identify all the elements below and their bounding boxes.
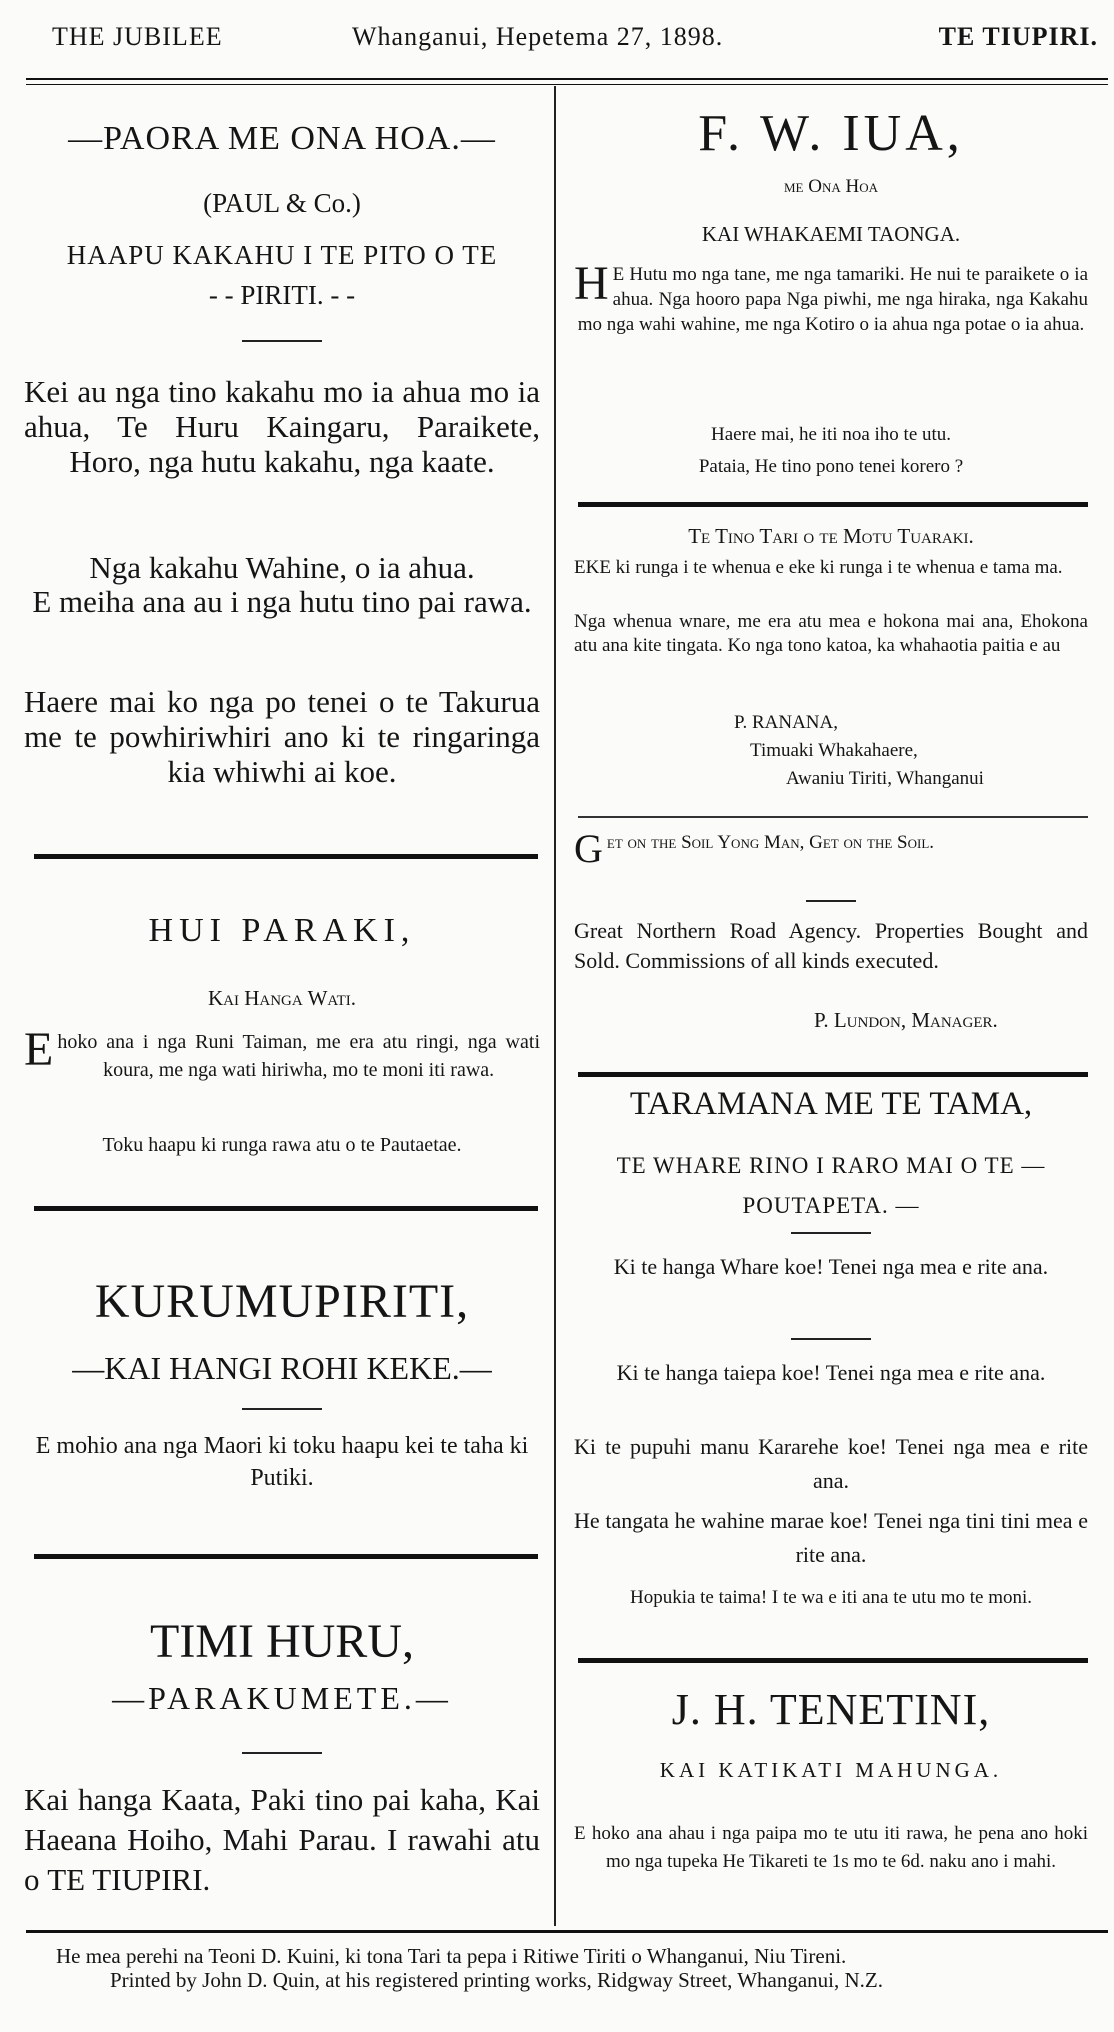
kuru-subtitle: —KAI HANGI ROHI KEKE.— bbox=[72, 1350, 492, 1386]
iua-line1: Haere mai, he iti noa iho te utu. bbox=[710, 424, 952, 445]
hui-dropcap: E bbox=[24, 1023, 54, 1076]
lundon-dropcap: G bbox=[574, 826, 603, 871]
paora-subtitle: (PAUL & Co.) bbox=[203, 188, 361, 218]
lundon-title-text: et on the Soil Yong Man, Get on the Soil. bbox=[606, 832, 935, 853]
lundon-title bbox=[574, 826, 1088, 871]
kuru-body: E mohio ana nga Maori ki toku haapu kei te taha ki Putiki. bbox=[35, 1433, 529, 1491]
timi-subtitle: —PARAKUMETE.— bbox=[112, 1680, 452, 1716]
tara-line5: Hopukia te taima! I te wa e iti ana te utu mo te moni. bbox=[629, 1587, 1033, 1608]
section-rule bbox=[34, 854, 538, 859]
paora-para3: Haere mai ko nga po tenei o te Takurua me te powhiriwhiri ano ki te ringaringa kia whiwhi ai koe. bbox=[24, 684, 540, 789]
section-rule bbox=[34, 1206, 538, 1211]
timi-body-text: Kai hanga Kaata, Paki tino pai kaha, Kai Haeana Hoiho, Mahi Parau. I rawahi atu o bbox=[24, 1782, 540, 1897]
tene-sub: KAI KATIKATI MAHUNGA. bbox=[659, 1758, 1003, 1782]
timi-divider bbox=[24, 1752, 540, 1754]
tara-sub: TE WHARE RINO I RARO MAI O TE — POUTAPETA. — bbox=[616, 1153, 1046, 1218]
ranana-role: Timuaki Whakahaere, bbox=[750, 740, 918, 761]
paora-para2b: E meiha ana au i nga hutu tino pai rawa. bbox=[32, 584, 532, 619]
imprint bbox=[56, 1944, 1096, 1992]
iua-title: F. W. IUA, bbox=[698, 105, 964, 162]
right-column bbox=[574, 0, 1088, 1920]
paora-para1: Kei au nga tino kakahu mo ia ahua mo ia ahua, Te Huru Kaingaru, Paraikete, Horo, nga hutu kakahu, nga kaate. bbox=[24, 374, 540, 479]
column-divider bbox=[554, 86, 556, 1926]
paora-para2a: Nga kakahu Wahine, o ia ahua. bbox=[89, 550, 475, 585]
iua-body-text: E Hutu mo nga tane, me nga tamariki. He nui te paraikete o ia ahua. Nga hooro papa Nga piwhi, me nga hiraka, nga Kakahu mo nga wahi wahine, me nga Kotiro o ia ahua nga potae o ia ahua. bbox=[577, 264, 1088, 335]
tara-line2: Ki te hanga taiepa koe! Tenei nga mea e rite ana. bbox=[616, 1360, 1046, 1385]
lundon-divider bbox=[574, 900, 1088, 902]
tene-title: J. H. TENETINI, bbox=[671, 1685, 991, 1734]
tara-divider-2 bbox=[574, 1338, 1088, 1340]
ranana-body1: EKE ki runga i te whenua e eke ki runga i te whenua e tama ma. bbox=[574, 557, 1063, 578]
imprint-maori: He mea perehi na Teoni D. Kuini, ki tona Tari ta pepa i Ritiwe Tiriti o Whanganui, Niu Tireni. bbox=[56, 1944, 847, 1968]
lundon-sign: P. Lundon, Manager. bbox=[814, 1008, 998, 1032]
paora-line1: HAAPU KAKAHU I TE PITO O TE bbox=[66, 240, 498, 270]
hui-subtitle: Kai Hanga Wati. bbox=[207, 986, 356, 1010]
ranana-title: Te Tino Tari o te Motu Tuaraki. bbox=[688, 524, 974, 548]
lundon-body: Great Northern Road Agency. Properties Bought and Sold. Commissions of all kinds executed. bbox=[574, 918, 1088, 973]
tara-line4: He tangata he wahine marae koe! Tenei nga tini tini mea e rite ana. bbox=[574, 1508, 1088, 1567]
masthead-date: Whanganui, Hepetema 27, 1898. bbox=[352, 22, 724, 51]
hui-body-text: hoko ana i nga Runi Taiman, me era atu ringi, nga wati koura, me nga wati hiriwha, mo te moni iti rawa. bbox=[57, 1031, 540, 1081]
ranana-body2: Nga whenua wnare, me era atu mea e hokona mai ana, Ehokona atu ana kite tingata. Ko nga tono katoa, ka whahaotia paitia e au bbox=[574, 611, 1088, 656]
hui-body bbox=[24, 1023, 540, 1084]
section-rule bbox=[34, 1554, 538, 1559]
section-rule-thin bbox=[578, 816, 1088, 818]
tara-title: TARAMANA ME TE TAMA, bbox=[629, 1086, 1033, 1122]
footer-rule bbox=[26, 1930, 1108, 1933]
ranana-place: Awaniu Tiriti, Whanganui bbox=[786, 768, 984, 789]
kuru-divider bbox=[24, 1408, 540, 1410]
kuru-title: KURUMUPIRITI, bbox=[94, 1275, 470, 1328]
section-rule bbox=[578, 1658, 1088, 1663]
left-column bbox=[24, 0, 540, 1920]
hui-line: Toku haapu ki runga rawa atu o te Pautaetae. bbox=[102, 1134, 462, 1156]
masthead-right: TE TIUPIRI. bbox=[938, 22, 1098, 51]
iua-dropcap: H bbox=[574, 257, 609, 310]
imprint-english: Printed by John D. Quin, at his registered printing works, Ridgway Street, Whanganui, N.Z. bbox=[110, 1968, 884, 1992]
timi-title: TIMI HURU, bbox=[150, 1615, 414, 1668]
paora-title: —PAORA ME ONA HOA.— bbox=[68, 120, 496, 157]
paora-divider bbox=[24, 340, 540, 342]
tara-divider bbox=[574, 1232, 1088, 1234]
section-rule bbox=[578, 1072, 1088, 1077]
iua-sub2: KAI WHAKAEMI TAONGA. bbox=[701, 222, 961, 246]
section-rule bbox=[578, 502, 1088, 507]
timi-body bbox=[24, 1780, 540, 1900]
hui-title: HUI PARAKI, bbox=[148, 912, 416, 949]
tara-line1: Ki te hanga Whare koe! Tenei nga mea e rite ana. bbox=[613, 1254, 1049, 1279]
tara-line3: Ki te pupuhi manu Kararehe koe! Tenei nga mea e rite ana. bbox=[574, 1434, 1088, 1493]
iua-body bbox=[574, 257, 1088, 337]
tene-body: E hoko ana ahau i nga paipa mo te utu iti rawa, he pena ano hoki mo nga tupeka He Tikareti te 1s mo te 6d. naku ano i mahi. bbox=[574, 1823, 1088, 1872]
timi-tail: TE TIUPIRI. bbox=[47, 1862, 211, 1897]
paora-line2: - - PIRITI. - - bbox=[208, 280, 356, 310]
ranana-name: P. RANANA, bbox=[734, 712, 838, 733]
masthead-left: THE JUBILEE bbox=[52, 22, 223, 51]
iua-line2: Pataia, He tino pono tenei korero ? bbox=[698, 456, 964, 477]
iua-sub1: me Ona Hoa bbox=[784, 176, 878, 197]
